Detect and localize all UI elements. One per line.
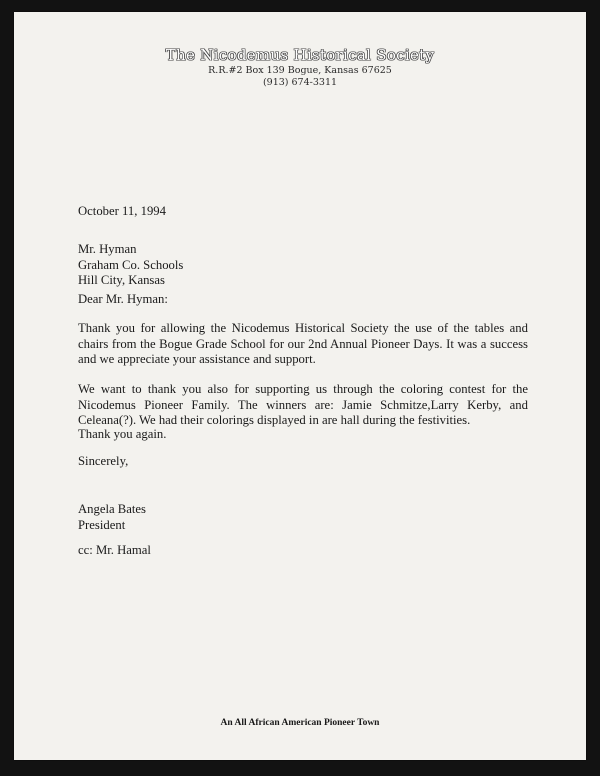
salutation: Dear Mr. Hyman: (78, 292, 168, 306)
thanks-line: Thank you again. (78, 427, 167, 441)
organization-name: The Nicodemus Historical Society (165, 46, 435, 64)
signer-title: President (78, 517, 126, 532)
cc-line: cc: Mr. Hamal (78, 543, 151, 557)
signer-name: Angela Bates (78, 502, 146, 516)
letter-date: October 11, 1994 (78, 204, 166, 218)
letter-page (14, 12, 586, 760)
recipient-block (78, 242, 528, 289)
organization-address: R.R.#2 Box 139 Bogue, Kansas 67625 (208, 65, 392, 76)
recipient-location: Hill City, Kansas (78, 273, 165, 287)
body-paragraph-1: Thank you for allowing the Nicodemus Historical Society the use of the tables and chairs from the Bogue Grade School for our 2nd Annual Pioneer Days. It was a success and we appreciate your assistance and support. (78, 321, 528, 366)
recipient-name: Mr. Hyman (78, 242, 137, 256)
organization-phone: (913) 674-3311 (262, 77, 338, 88)
closing-line: Sincerely, (78, 454, 129, 468)
signature-block (78, 502, 528, 533)
footer-tagline: An All African American Pioneer Town (220, 718, 380, 728)
recipient-organization: Graham Co. Schools (78, 257, 184, 272)
letterhead (14, 46, 586, 89)
body-paragraph-2: We want to thank you also for supporting us through the coloring contest for the Nicodemus Pioneer Family. The winners are: Jamie Schmitze,Larry Kerby, and Celeana(?). We had their colorings displayed in are hall during the festivities. (78, 382, 528, 427)
